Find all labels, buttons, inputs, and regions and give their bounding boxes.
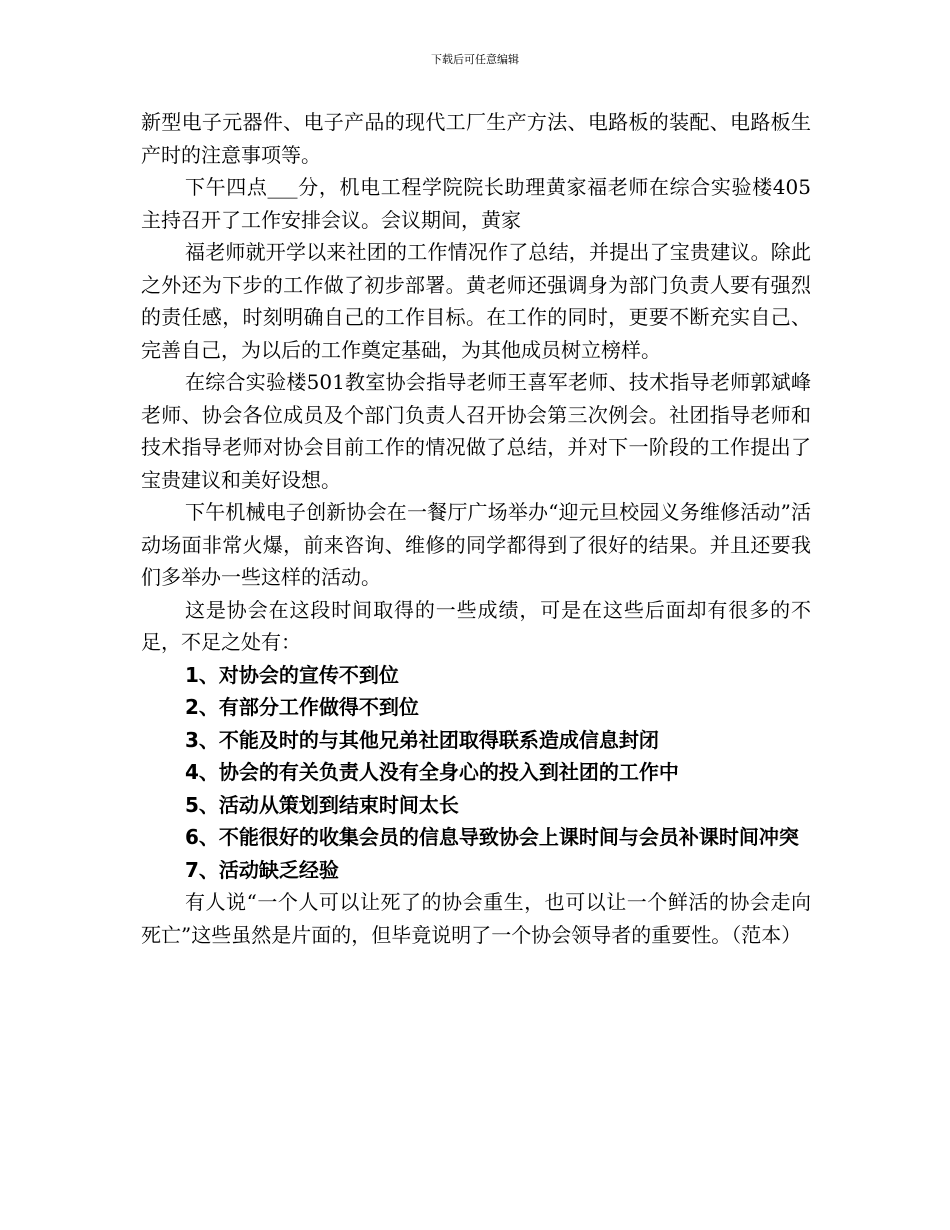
list-item: 2、有部分工作做得不到位: [185, 695, 419, 719]
paragraph-third-meeting: 在综合实验楼501教室协会指导老师王喜军老师、技术指导老师郭斌峰老师、协会各位成员及个部门负责人召开协会第三次例会。社团指导老师和技术指导老师对协会目前工作的情况做了总结，并对下一阶段的工作提出了宝贵建议和美好设想。: [141, 370, 811, 492]
paragraph-continuation: 新型电子元器件、电子产品的现代工厂生产方法、电路板的装配、电路板生产时的注意事项等。: [141, 110, 811, 167]
list-item: 4、协会的有关负责人没有全身心的投入到社团的工作中: [185, 760, 679, 784]
list-item: 7、活动缺乏经验: [185, 857, 339, 882]
page-header-note: 下载后可任意编辑: [431, 53, 519, 66]
list-item: 5、活动从策划到结束时间太长: [185, 792, 459, 817]
paragraph-meeting-intro: 下午四点___分，机电工程学院院长助理黄家福老师在综合实验楼405主持召开了工作安排会议。会议期间，黄家: [141, 175, 811, 232]
paragraph-shortcomings-intro: 这是协会在这段时间取得的一些成绩，可是在这些后面却有很多的不足，不足之处有：: [141, 597, 811, 654]
document-body: [141, 106, 811, 951]
paragraph-repair-activity: 下午机械电子创新协会在一餐厅广场举办“迎元旦校园义务维修活动”活动场面非常火爆，前来咨询、维修的同学都得到了很好的结果。并且还要我们多举办一些这样的活动。: [141, 500, 811, 589]
list-item: 3、不能及时的与其他兄弟社团取得联系造成信息封闭: [185, 727, 659, 752]
paragraph-conclusion: 有人说“一个人可以让死了的协会重生，也可以让一个鲜活的协会走向死亡”这些虽然是片面的，但毕竟说明了一个协会领导者的重要性。（范本）: [141, 890, 811, 947]
list-item: 1、对协会的宣传不到位: [185, 662, 399, 687]
paragraph-meeting-summary: 福老师就开学以来社团的工作情况作了总结，并提出了宝贵建议。除此之外还为下步的工作做了初步部署。黄老师还强调身为部门负责人要有强烈的责任感，时刻明确自己的工作目标。在工作的同时，更要不断充实自己、完善自己，为以后的工作奠定基础，为其他成员树立榜样。: [141, 240, 811, 362]
list-item: 6、不能很好的收集会员的信息导致协会上课时间与会员补课时间冲突: [185, 825, 799, 849]
